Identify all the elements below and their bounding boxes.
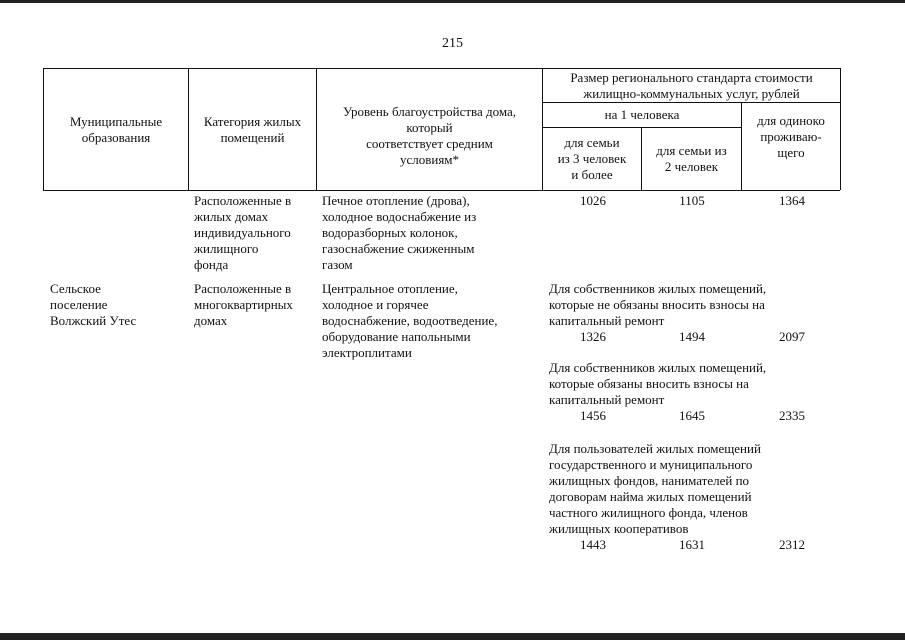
header-single-line: для одиноко	[757, 113, 825, 128]
header-level	[317, 69, 542, 190]
row2-level-line: электроплитами	[322, 345, 412, 360]
header-standard	[543, 69, 840, 102]
group3-value-single: 2312	[779, 537, 805, 552]
header-standard-line: жилищно-коммунальных услуг, рублей	[583, 85, 800, 101]
row1-level-line: водоразборных колонок,	[322, 225, 458, 240]
header-level-line: условиям*	[399, 151, 460, 167]
row1-category-line: жилищного	[194, 241, 259, 256]
scan-edge-top	[0, 0, 905, 3]
row1-level-line: газом	[322, 257, 353, 272]
row2-level-line: Центральное отопление,	[322, 281, 458, 296]
row1-category-line: Расположенные в	[194, 193, 292, 208]
row1-value-single: 1364	[779, 193, 805, 208]
row1-value-family3: 1026	[580, 193, 606, 208]
header-standard-line: Размер регионального стандарта стоимости	[570, 69, 813, 85]
scan-edge-bottom	[0, 633, 905, 640]
row2-level-line: холодное и горячее	[322, 297, 429, 312]
municipality-line: Волжский Утес	[50, 313, 137, 328]
row1-level-line: Печное отопление (дрова),	[322, 193, 470, 208]
row1-level-line: холодное водоснабжение из	[322, 209, 477, 224]
header-bottom-rule	[43, 190, 840, 191]
row2-category-line: многоквартирных	[194, 297, 293, 312]
header-level-line: который	[406, 119, 453, 135]
row1-category-line: индивидуального	[194, 225, 291, 240]
group1-value-family2: 1494	[679, 329, 705, 344]
header-single	[742, 103, 840, 190]
header-category-line: помещений	[220, 129, 285, 145]
group2-value-single: 2335	[779, 408, 805, 423]
header-family2-line: 2 человек	[664, 159, 719, 174]
municipality-line: Сельское	[50, 281, 101, 296]
header-family3	[543, 128, 641, 190]
header-family3-line: и более	[571, 167, 613, 182]
group3-value-family3: 1443	[580, 537, 606, 552]
group1-note-line: капитальный ремонт	[549, 313, 665, 328]
group2-note-line: которые обязаны вносить взносы на	[549, 376, 749, 391]
group3-note-line: государственного и муниципального	[549, 457, 753, 472]
row1-value-family2: 1105	[679, 193, 705, 208]
group3-note-line: частного жилищного фонда, членов	[549, 505, 748, 520]
header-family3-line: из 3 человек	[557, 151, 627, 166]
row2-level-line: водоснабжение, водоотведение,	[322, 313, 498, 328]
row2-category-line: домах	[194, 313, 228, 328]
group1-note-line: которые не обязаны вносить взносы на	[549, 297, 765, 312]
header-family2-line: для семьи из	[656, 143, 727, 158]
header-category-line: Категория жилых	[203, 113, 302, 129]
header-family3-line: для семьи	[564, 135, 620, 150]
row1-level-line: газоснабжение сжиженным	[322, 241, 475, 256]
group3-note-line: договорам найма жилых помещений	[549, 489, 752, 504]
group3-note-line: жилищных фондов, нанимателей по	[549, 473, 750, 488]
header-single-line: щего	[777, 145, 805, 160]
group2-note-line: капитальный ремонт	[549, 392, 665, 407]
page-number: 215	[442, 36, 463, 51]
group1-note-line: Для собственников жилых помещений,	[549, 281, 767, 296]
group1-value-single: 2097	[779, 329, 805, 344]
header-per-person: на 1 человека	[604, 107, 680, 122]
group3-note-line: Для пользователей жилых помещений	[549, 441, 761, 456]
header-level-line: Уровень благоустройства дома,	[342, 103, 517, 119]
group2-value-family2: 1645	[679, 408, 705, 423]
row1-category-line: фонда	[194, 257, 229, 272]
municipality-line: поселение	[50, 297, 108, 312]
header-level-line: соответствует средним	[366, 135, 493, 151]
header-family2	[642, 128, 741, 190]
header-municipality-line: образования	[81, 129, 151, 145]
header-municipality-line: Муниципальные	[69, 113, 163, 129]
header-single-line: проживаю-	[760, 129, 822, 144]
header-category	[189, 69, 316, 190]
group3-value-family2: 1631	[679, 537, 705, 552]
row1-category-line: жилых домах	[194, 209, 269, 224]
header-right-border	[840, 68, 841, 190]
group2-note-line: Для собственников жилых помещений,	[549, 360, 767, 375]
row2-level-line: оборудование напольными	[322, 329, 471, 344]
header-municipality	[44, 69, 188, 190]
group1-value-family3: 1326	[580, 329, 606, 344]
row2-category-line: Расположенные в	[194, 281, 292, 296]
group3-note-line: жилищных кооперативов	[549, 521, 689, 536]
group2-value-family3: 1456	[580, 408, 606, 423]
